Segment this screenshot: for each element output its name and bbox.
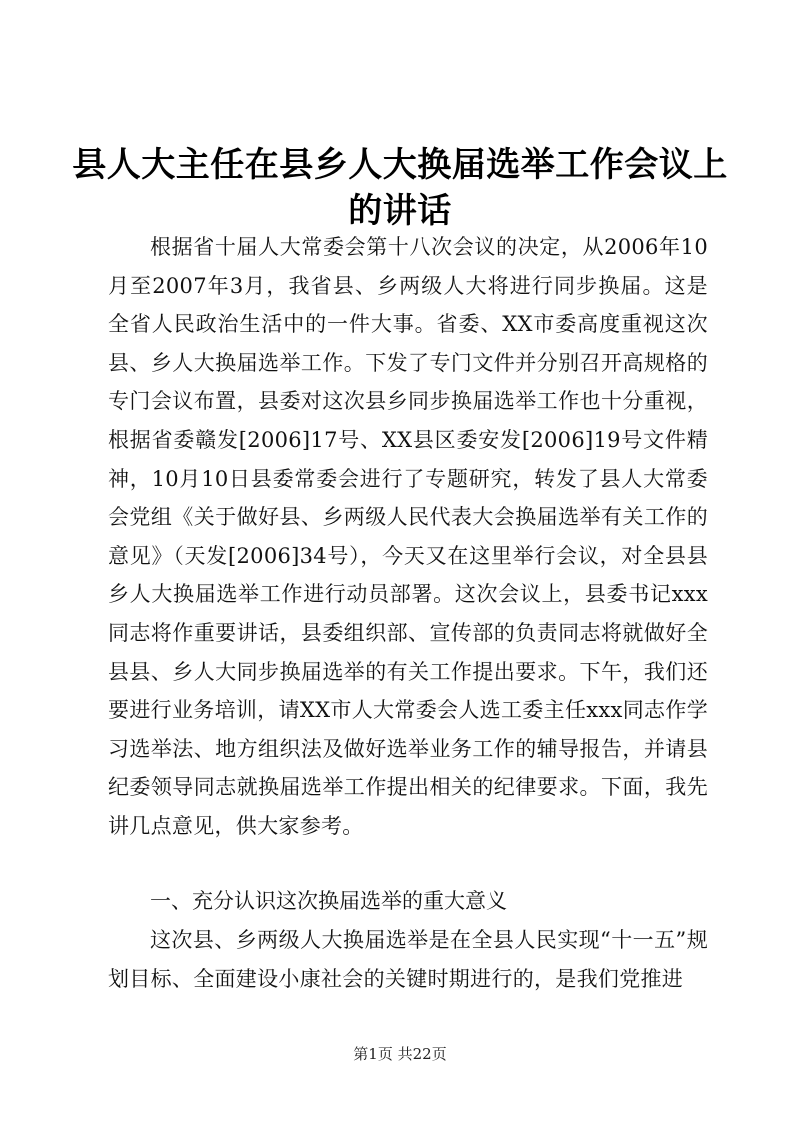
intro-paragraph: 根据省十届人大常委会第十八次会议的决定，从2006年10月至2007年3月，我省县、乡两级人大将进行同步换届。这是全省人民政治生活中的一件大事。省委、XX市委高度重视这次县、乡人大换届选举工作。下发了专门文件并分别召开高规格的专门会议布置，县委对这次县乡同步换届选举工作也十分重视，根据省委赣发[2006]17号、XX县区委安发[2006]19号文件精神，10月10日县委常委会进行了专题研究，转发了县人大常委会党组《关于做好县、乡两级人民代表大会换届选举有关工作的意见》（天发[2006]34号），今天又在这里举行会议，对全县县乡人大换届选举工作进行动员部署。这次会议上，县委书记xxx同志将作重要讲话，县委组织部、宣传部的负责同志将就做好全县县、乡人大同步换届选举的有关工作提出要求。下午，我们还要进行业务培训，请XX市人大常委会人选工委主任xxx同志作学习选举法、地方组织法及做好选举业务工作的辅导报告，并请县纪委领导同志就换届选举工作提出相关的纪律要求。下面，我先讲几点意见，供大家参考。	[108, 235, 708, 838]
document-title: 县人大主任在县乡人大换届选举工作会议上的讲话	[72, 145, 728, 231]
section-1-paragraph: 这次县、乡两级人大换届选举是在全县人民实现“十一五”规划目标、全面建设小康社会的关键时期进行的，是我们党推进	[108, 928, 708, 991]
page-footer: 第1页 共22页	[353, 1045, 447, 1063]
section-heading-1: 一、充分认识这次换届选举的重大意义	[150, 889, 507, 913]
